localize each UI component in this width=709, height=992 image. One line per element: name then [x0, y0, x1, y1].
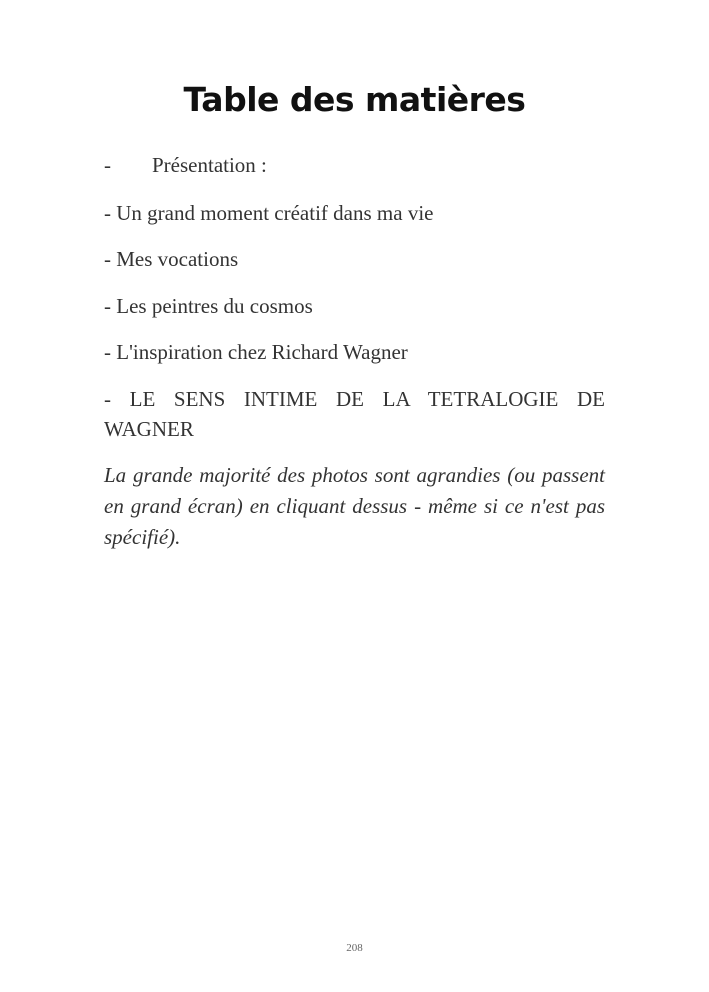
toc-item-label: Présentation : [152, 153, 267, 177]
toc-item-tetralogie: - LE SENS INTIME DE LA TETRALOGIE DE WAGNER [104, 387, 605, 441]
toc-item-dash: - [104, 153, 111, 177]
toc-item-peintres-cosmos: - Les peintres du cosmos [104, 294, 313, 318]
toc-item-grand-moment: - Un grand moment créatif dans ma vie [104, 201, 434, 225]
page-title: Table des matières [183, 80, 526, 119]
photo-note: La grande majorité des photos sont agrandies (ou passent en grand écran) en cliquant dessus - même si ce n'est pas spécifié). [104, 463, 605, 549]
page-number: 208 [346, 942, 363, 954]
toc-item-presentation [104, 150, 605, 180]
toc-item-inspiration-wagner: - L'inspiration chez Richard Wagner [104, 340, 408, 364]
toc-item-vocations: - Mes vocations [104, 247, 239, 271]
